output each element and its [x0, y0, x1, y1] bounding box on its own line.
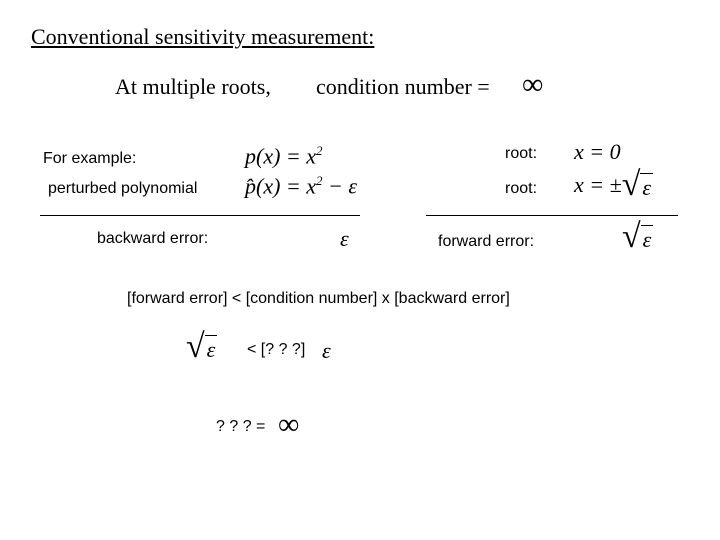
sqrt-epsilon-inequality: [186, 330, 217, 364]
sqrt-epsilon-inequality-arg: ε: [206, 336, 216, 362]
example-root-label: root:: [505, 145, 538, 162]
example-polynomial-exponent: 2: [316, 143, 323, 158]
backward-error-value: ε: [340, 226, 349, 251]
forward-error-label: forward error:: [438, 233, 535, 250]
perturbed-label: perturbed polynomial: [48, 180, 198, 197]
example-polynomial-base: p(x) = x: [245, 143, 317, 169]
line-a-sqrt: [186, 330, 217, 364]
perturbed-polynomial-rest: − ε: [328, 173, 358, 199]
perturbed-polynomial: [245, 173, 357, 199]
sqrt-sign-icon: √: [622, 218, 641, 255]
sqrt-epsilon-forward-arg: ε: [642, 226, 652, 252]
sqrt-sign-icon: √: [186, 328, 205, 365]
infinity-symbol-answer: ∞: [278, 408, 300, 441]
line-b-text: ? ? ? =: [216, 418, 266, 435]
perturbed-root-prefix: x = ±: [574, 172, 622, 197]
example-label: For example:: [43, 150, 137, 167]
sqrt-epsilon-root-arg: ε: [642, 174, 652, 200]
sqrt-sign-icon: √: [621, 166, 641, 203]
infinity-symbol: ∞: [522, 68, 544, 101]
sqrt-epsilon-root: [622, 168, 653, 202]
example-root-value: x = 0: [574, 139, 621, 164]
slide-title: Conventional sensitivity measurement:: [31, 24, 375, 49]
line-a-text: < [? ? ?]: [247, 341, 306, 358]
perturbed-polynomial-exponent: 2: [316, 173, 323, 188]
backward-error-label: backward error:: [97, 230, 209, 247]
perturbed-root-label: root:: [505, 180, 538, 197]
divider-right: [426, 215, 678, 216]
forward-error-value: [622, 220, 653, 254]
perturbed-polynomial-base: p̂(x) = x: [245, 173, 317, 199]
line-a-epsilon: ε: [322, 338, 331, 363]
example-polynomial: [245, 143, 323, 169]
perturbed-root-value: [574, 168, 653, 202]
error-inequality: [forward error] < [condition number] x [backward error]: [127, 290, 510, 307]
divider-left: [40, 215, 360, 216]
intro-condition-text: condition number =: [316, 74, 490, 99]
sqrt-epsilon-forward: [622, 220, 653, 254]
intro-left-text: At multiple roots,: [115, 74, 271, 99]
